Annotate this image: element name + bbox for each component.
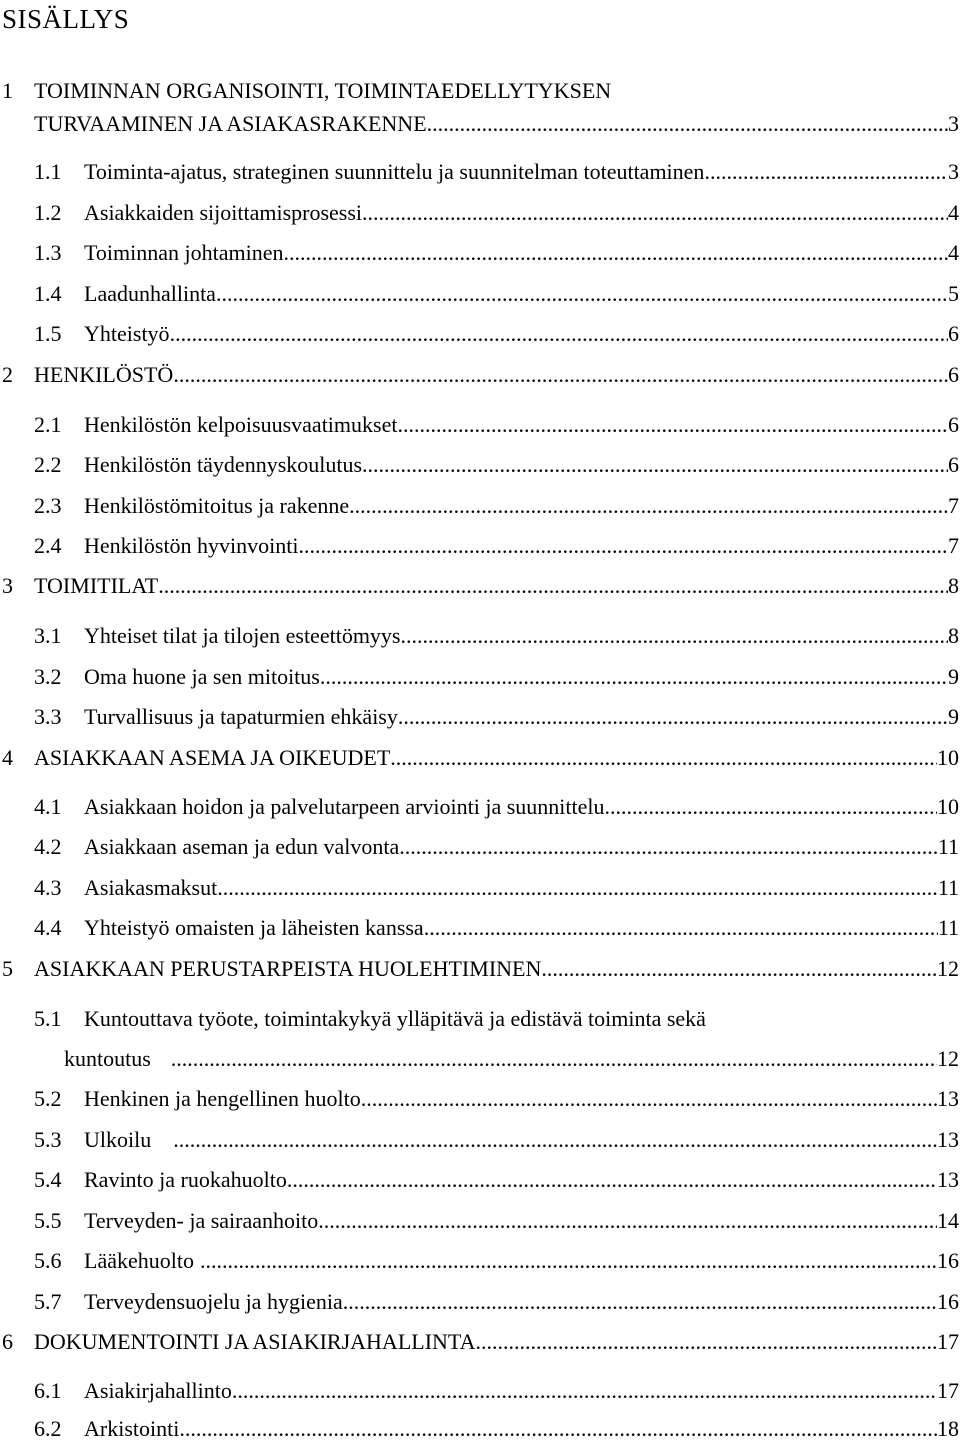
toc-dot-leader (170, 319, 948, 349)
toc-dot-leader (605, 792, 937, 822)
toc-entry-number: 4.3 (34, 875, 62, 900)
toc-dot-leader (171, 1044, 937, 1074)
toc-entry-title: Toiminta-ajatus, strateginen suunnittelu ja suunnitelman toteuttaminen (84, 159, 705, 184)
toc-page-number: 6 (948, 362, 959, 387)
toc-entry-number: 5.3 (34, 1127, 62, 1152)
toc-entry-5[interactable] (0, 954, 960, 984)
toc-entry-title: Ravinto ja ruokahuolto (84, 1167, 287, 1192)
toc-page-number: 11 (937, 915, 959, 940)
toc-dot-leader (232, 1376, 937, 1406)
toc-entry-3[interactable] (0, 571, 960, 601)
toc-entry-2-3[interactable] (0, 491, 960, 521)
toc-dot-leader (173, 1125, 937, 1155)
toc-entry-3-2[interactable] (0, 662, 960, 692)
toc-dot-leader (362, 198, 948, 228)
toc-dot-leader (424, 913, 938, 943)
toc-dot-leader (427, 109, 948, 139)
toc-entry-3-1[interactable] (0, 621, 960, 651)
toc-page-number: 8 (948, 573, 959, 598)
toc-page-number: 12 (937, 1046, 959, 1071)
toc-entry-number: 5.4 (34, 1167, 62, 1192)
toc-entry-title: Yhteistyö omaisten ja läheisten kanssa (84, 915, 424, 940)
toc-entry-4-2[interactable] (0, 832, 960, 862)
toc-entry-title: Asiakkaan aseman ja edun valvonta (84, 834, 400, 859)
toc-dot-leader (390, 743, 937, 773)
toc-page-number: 7 (948, 533, 959, 558)
toc-entry-title: Oma huone ja sen mitoitus (84, 664, 320, 689)
toc-page-number: 13 (937, 1127, 959, 1152)
toc-entry-title: TOIMINNAN ORGANISOINTI, TOIMINTAEDELLYTYKSEN (34, 78, 612, 103)
toc-entry-number: 1.3 (34, 240, 62, 265)
toc-entry-title: Laadunhallinta (84, 281, 216, 306)
toc-entry-4-1[interactable] (0, 792, 960, 822)
toc-page-number: 6 (948, 452, 959, 477)
toc-page-number: 13 (937, 1167, 959, 1192)
toc-dot-leader (362, 450, 948, 480)
toc-page-number: 7 (948, 493, 959, 518)
toc-entry-title: Henkinen ja hengellinen huolto (84, 1086, 361, 1111)
toc-dot-leader (704, 157, 948, 187)
toc-entry-number: 2.1 (34, 412, 62, 437)
toc-entry-number: 5.5 (34, 1208, 62, 1233)
toc-entry-title: Henkilöstön täydennyskoulutus (84, 452, 363, 477)
toc-entry-title: Arkistointi (84, 1416, 180, 1441)
toc-entry-5-3[interactable] (0, 1125, 960, 1155)
toc-dot-leader (398, 702, 948, 732)
toc-page-number: 11 (937, 875, 959, 900)
toc-entry-4-4[interactable] (0, 913, 960, 943)
toc-entry-1-1[interactable] (0, 157, 960, 187)
toc-entry-number: 4 (2, 745, 13, 770)
toc-entry-number: 3.3 (34, 704, 62, 729)
toc-page-number: 10 (937, 745, 959, 770)
toc-entry-number: 5.1 (34, 1006, 62, 1031)
toc-entry-5-4[interactable] (0, 1165, 960, 1195)
toc-entry-number: 4.2 (34, 834, 62, 859)
toc-entry-1-line1 (0, 76, 960, 106)
toc-entry-number: 3.2 (34, 664, 62, 689)
toc-entry-5-1-line1 (0, 1004, 960, 1034)
toc-entry-number: 4.4 (34, 915, 62, 940)
toc-entry-title: Asiakirjahallinto (84, 1378, 232, 1403)
toc-page-number: 4 (948, 240, 959, 265)
toc-dot-leader (299, 531, 949, 561)
toc-page-number: 4 (948, 200, 959, 225)
toc-entry-number: 6.2 (34, 1416, 62, 1441)
toc-entry-5-6[interactable] (0, 1246, 960, 1276)
toc-dot-leader (343, 1287, 937, 1317)
toc-entry-title: Terveyden- ja sairaanhoito (84, 1208, 319, 1233)
toc-entry-title: Ulkoilu (84, 1127, 152, 1152)
toc-page-number: 13 (937, 1086, 959, 1111)
toc-entry-number: 4.1 (34, 794, 62, 819)
toc-entry-title: TOIMITILAT (34, 573, 159, 598)
toc-page-number: 9 (948, 664, 959, 689)
toc-page-number: 8 (948, 623, 959, 648)
toc-entry-3-3[interactable] (0, 702, 960, 732)
toc-entry-title: Toiminnan johtaminen (84, 240, 284, 265)
toc-entry-number: 6.1 (34, 1378, 62, 1403)
toc-dot-leader (361, 1084, 937, 1114)
toc-entry-number: 1.2 (34, 200, 62, 225)
toc-entry-title: Terveydensuojelu ja hygienia (84, 1289, 343, 1314)
toc-dot-leader (541, 954, 937, 984)
toc-entry-title: TURVAAMINEN JA ASIAKASRAKENNE (34, 111, 427, 136)
toc-entry-6[interactable] (0, 1327, 960, 1357)
toc-entry-number: 2.2 (34, 452, 62, 477)
toc-entry-5-7[interactable] (0, 1287, 960, 1317)
toc-entry-number: 3 (2, 573, 13, 598)
toc-entry-1[interactable] (0, 109, 960, 139)
toc-dot-leader (318, 1206, 937, 1236)
toc-entry-2-1[interactable] (0, 410, 960, 440)
toc-entry-5-5[interactable] (0, 1206, 960, 1236)
toc-entry-1-2[interactable] (0, 198, 960, 228)
toc-entry-title: kuntoutus (64, 1046, 151, 1071)
toc-page-number: 5 (948, 281, 959, 306)
toc-entry-6-1[interactable] (0, 1376, 960, 1406)
toc-page-number: 17 (937, 1378, 959, 1403)
toc-entry-title: Henkilöstön kelpoisuusvaatimukset (84, 412, 398, 437)
toc-entry-number: 1.5 (34, 321, 62, 346)
toc-entry-number: 2.3 (34, 493, 62, 518)
toc-dot-leader (173, 360, 948, 390)
toc-entry-number: 2.4 (34, 533, 62, 558)
toc-entry-number: 1.4 (34, 281, 62, 306)
toc-page-number: 11 (937, 834, 959, 859)
toc-entry-title: Yhteistyö (84, 321, 170, 346)
toc-page-number: 9 (948, 704, 959, 729)
toc-entry-title: HENKILÖSTÖ (34, 362, 174, 387)
toc-entry-number: 6 (2, 1329, 13, 1354)
toc-dot-leader (200, 1246, 937, 1276)
toc-page-number: 6 (948, 412, 959, 437)
toc-page-number: 18 (937, 1416, 959, 1441)
toc-entry-1-3[interactable] (0, 238, 960, 268)
toc-entry-title: Lääkehuolto (84, 1248, 194, 1273)
toc-page-number: 10 (937, 794, 959, 819)
toc-page-number: 6 (948, 321, 959, 346)
toc-entry-5-2[interactable] (0, 1084, 960, 1114)
toc-entry-number: 1 (2, 78, 13, 103)
toc-entry-1-4[interactable] (0, 279, 960, 309)
toc-page-number: 3 (948, 111, 959, 136)
toc-dot-leader (397, 410, 948, 440)
toc-page-number: 16 (937, 1289, 959, 1314)
toc-entry-2-4[interactable] (0, 531, 960, 561)
toc-dot-leader (349, 491, 948, 521)
toc-entry-title: Asiakkaiden sijoittamisprosessi (84, 200, 363, 225)
toc-entry-number: 3.1 (34, 623, 62, 648)
toc-page-number: 14 (937, 1208, 959, 1233)
toc-dot-leader (399, 832, 938, 862)
toc-entry-title: Henkilöstön hyvinvointi (84, 533, 299, 558)
toc-entry-title: Henkilöstömitoitus ja rakenne (84, 493, 350, 518)
toc-dot-leader (320, 662, 948, 692)
toc-dot-leader (401, 621, 949, 651)
toc-page-number: 3 (948, 159, 959, 184)
toc-dot-leader (283, 238, 948, 268)
toc-entry-number: 5.6 (34, 1248, 62, 1273)
toc-entry-4-3[interactable] (0, 873, 960, 903)
toc-entry-1-5[interactable] (0, 319, 960, 349)
toc-entry-title: Turvallisuus ja tapaturmien ehkäisy (84, 704, 398, 729)
toc-entry-6-2[interactable] (0, 1414, 960, 1444)
toc-entry-title: Asiakasmaksut (84, 875, 218, 900)
toc-entry-title: ASIAKKAAN ASEMA JA OIKEUDET (34, 745, 391, 770)
toc-entry-number: 5 (2, 956, 13, 981)
toc-dot-leader (158, 571, 948, 601)
toc-entry-number: 5.2 (34, 1086, 62, 1111)
toc-entry-title: Kuntouttava työote, toimintakykyä ylläpitävä ja edistävä toiminta sekä (84, 1006, 706, 1031)
page-title: SISÄLLYS (2, 4, 130, 34)
toc-page-number: 12 (937, 956, 959, 981)
toc-dot-leader (475, 1327, 937, 1357)
toc-entry-title: DOKUMENTOINTI JA ASIAKIRJAHALLINTA (34, 1329, 476, 1354)
toc-entry-title: Yhteiset tilat ja tilojen esteettömyys (84, 623, 401, 648)
toc-page-number: 17 (937, 1329, 959, 1354)
toc-dot-leader (217, 873, 938, 903)
toc-entry-5-1[interactable] (0, 1044, 960, 1074)
toc-entry-number: 5.7 (34, 1289, 62, 1314)
toc-page-number: 16 (937, 1248, 959, 1273)
toc-dot-leader (216, 279, 948, 309)
toc-entry-2[interactable] (0, 360, 960, 390)
toc-entry-4[interactable] (0, 743, 960, 773)
toc-entry-number: 2 (2, 362, 13, 387)
toc-entry-title: Asiakkaan hoidon ja palvelutarpeen arviointi ja suunnittelu (84, 794, 605, 819)
toc-entry-title: ASIAKKAAN PERUSTARPEISTA HUOLEHTIMINEN (34, 956, 542, 981)
toc-entry-2-2[interactable] (0, 450, 960, 480)
toc-dot-leader (179, 1414, 937, 1444)
toc-entry-number: 1.1 (34, 159, 62, 184)
toc-dot-leader (287, 1165, 937, 1195)
